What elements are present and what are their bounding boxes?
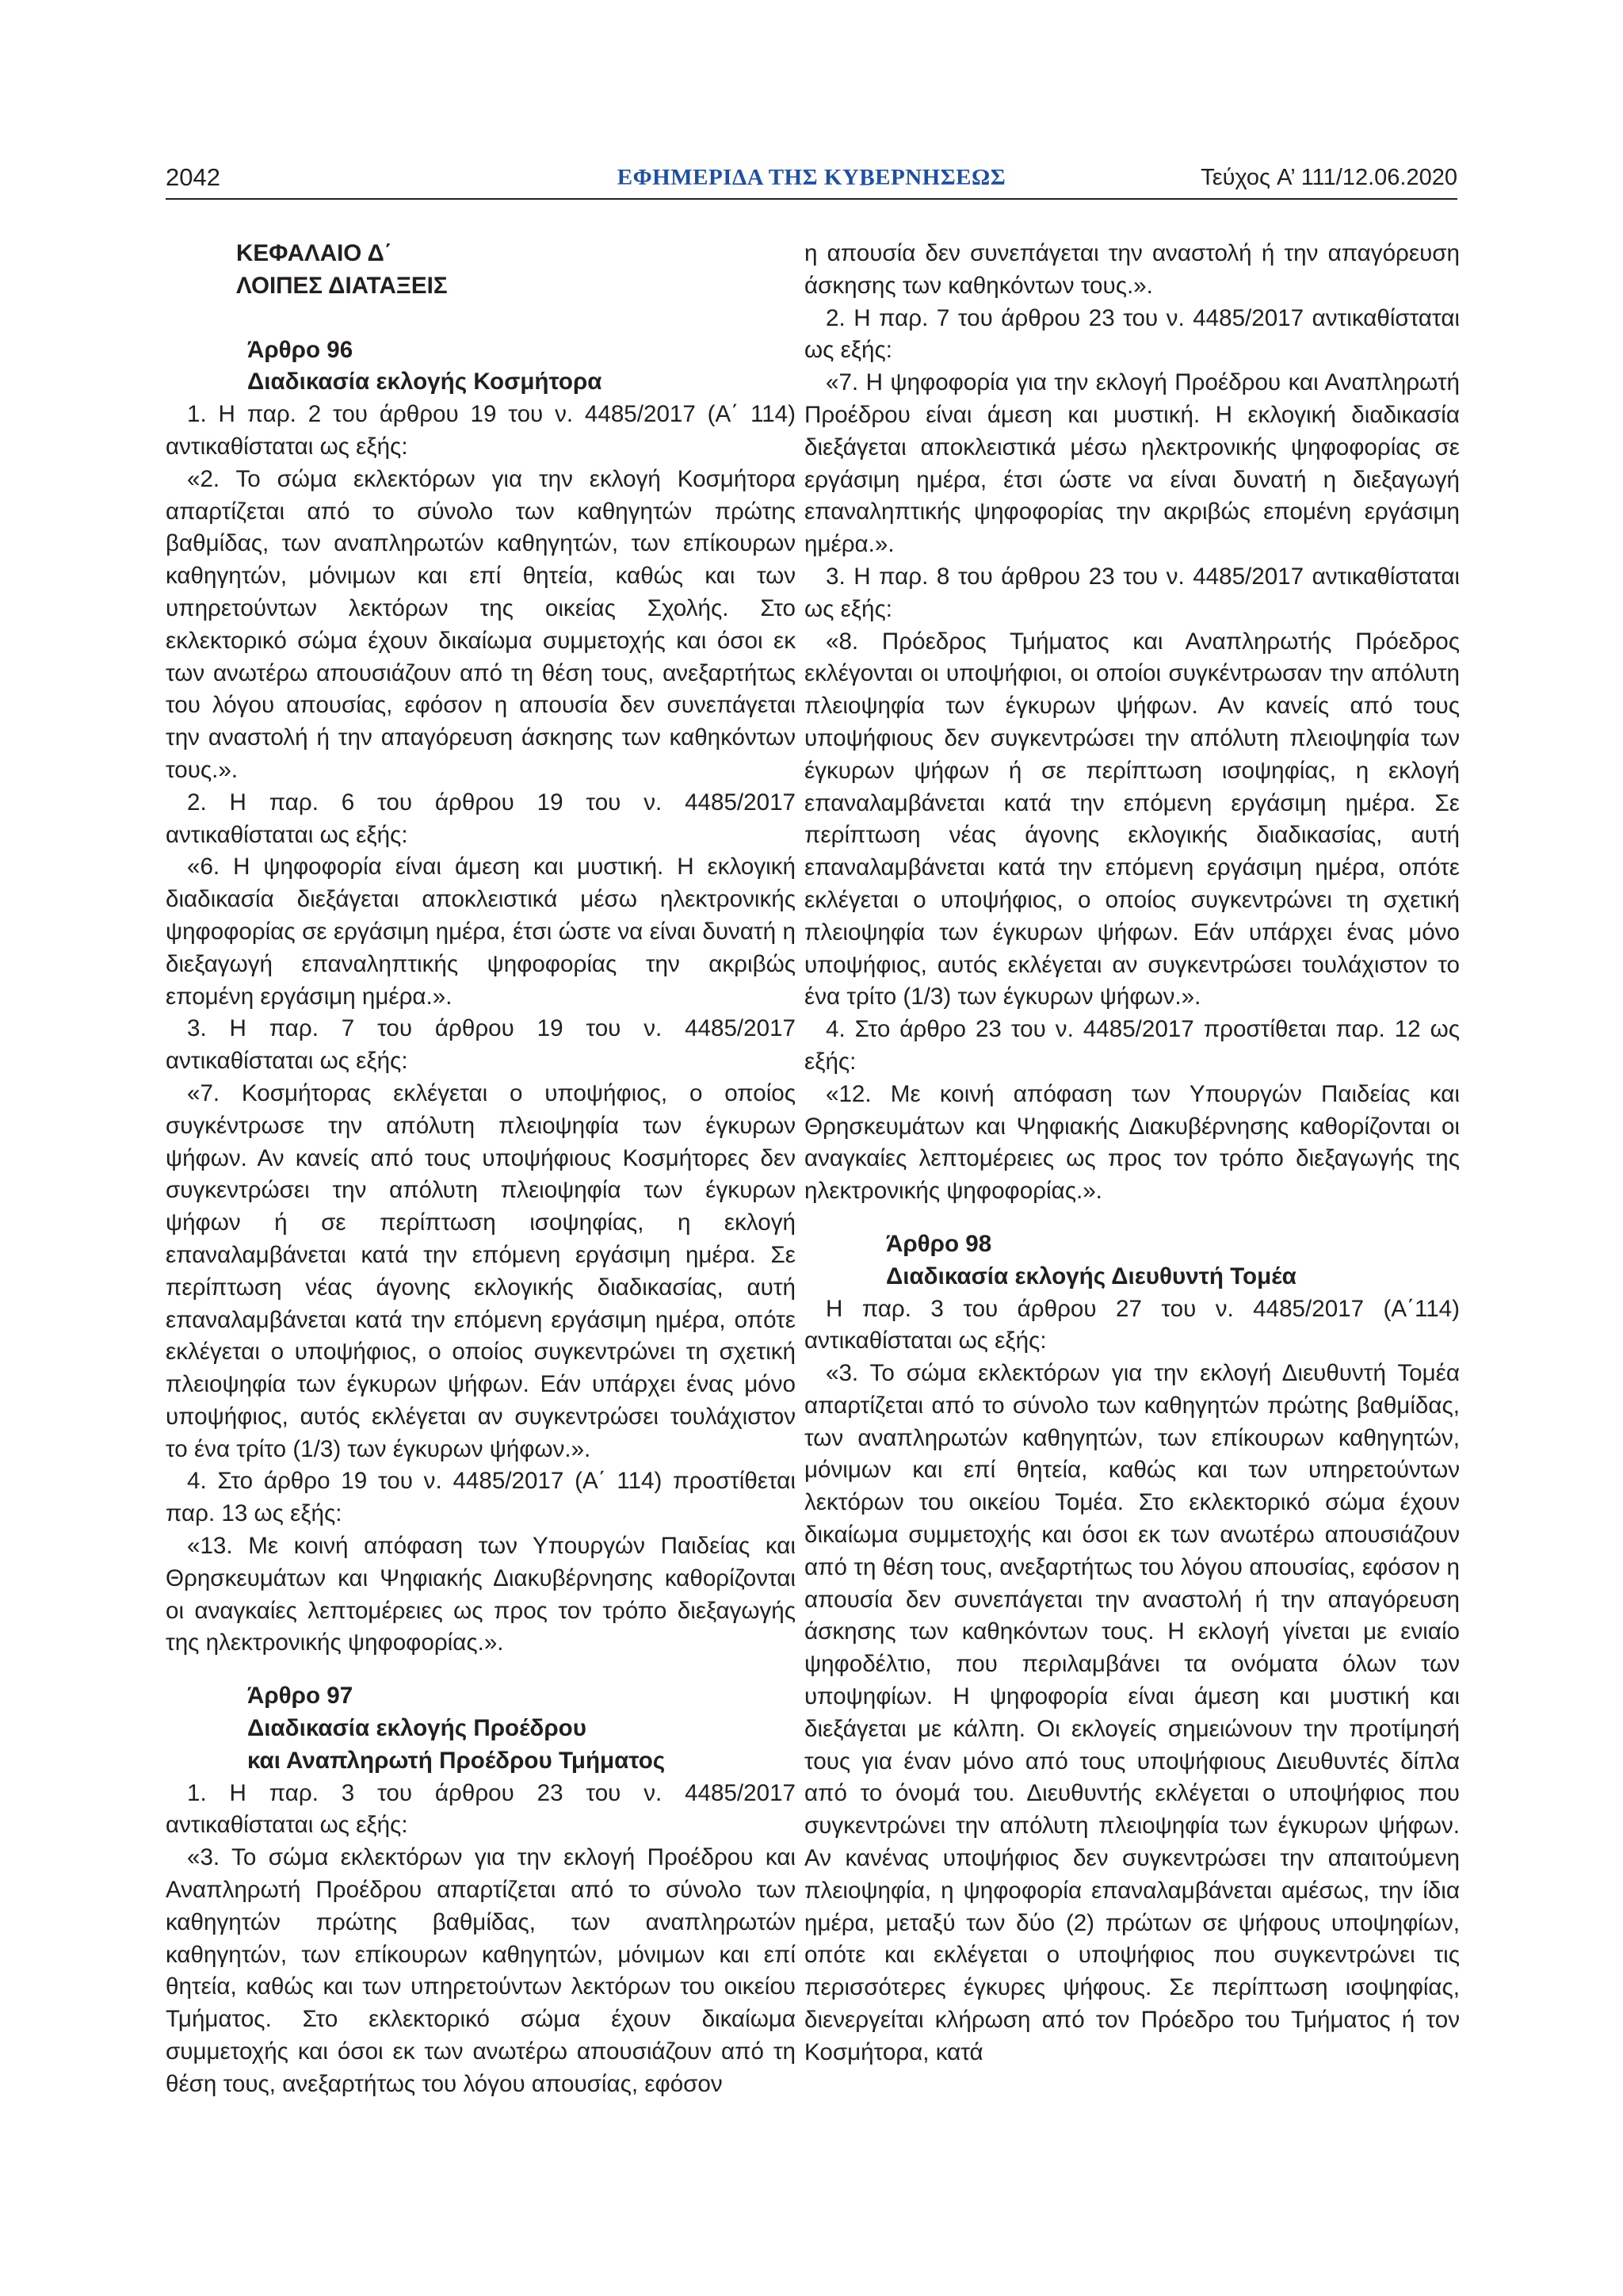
right-column: [804, 238, 1460, 2069]
paragraph: 2. Η παρ. 6 του άρθρου 19 του ν. 4485/2017 αντικαθίσταται ως εξής:: [166, 789, 796, 848]
paragraph: 4. Στο άρθρο 23 του ν. 4485/2017 προστίθεται παρ. 12 ως εξής:: [804, 1016, 1460, 1075]
chapter-number: ΚΕΦΑΛΑΙΟ Δ΄: [236, 240, 392, 266]
spacer: [166, 303, 796, 334]
paragraph: 1. Η παρ. 3 του άρθρου 23 του ν. 4485/2017 αντικαθίσταται ως εξής:: [166, 1779, 796, 1839]
paragraph: «3. Το σώμα εκλεκτόρων για την εκλογή Διευθυντή Τομέα απαρτίζεται από το σύνολο των καθηγητών πρώτης βαθμίδας, των αναπληρωτών καθηγητών, των επίκουρων καθηγητών, μόνιμων και επί θητεία, καθώς και των υπηρετούντων λεκτόρων του οικείου Τομέα. Στο εκλεκτορικό σώμα έχουν δικαίωμα συμμετοχής και όσοι εκ των ανωτέρω απουσιάζουν από τη θέση τους, ανεξαρτήτως του λόγου απουσίας, εφόσον η απουσία δεν συνεπάγεται την αναστολή ή την απαγόρευση άσκησης των καθηκόντων τους. Η εκλογή γίνεται με ενιαίο ψηφοδέλτιο, που περιλαμβάνει τα ονόματα όλων των υποψηφίων. Η ψηφοφορία είναι άμεση και μυστική και διεξάγεται με κάλπη. Οι εκλογείς σημειώνουν την προτίμησή τους για έναν μόνο από τους υποψήφιους Διευθυντές δίπλα από το όνομά του. Διευθυντής εκλέγεται ο υποψήφιος που συγκεντρώνει την απόλυτη πλειοψηφία των έγκυρων ψήφων. Αν κανένας υποψήφιος δεν συγκεντρώσει την απαιτούμενη πλειοψηφία, η ψηφοφορία επαναλαμβάνεται αμέσως, την ίδια ημέρα, μεταξύ των δύο (2) πρώτων σε ψήφους υποψηφίων, οπότε και εκλέγεται ο υποψήφιος που συγκεντρώνει τις περισσότερες έγκυρες ψήφους. Σε περίπτωση ισοψηφίας, διενεργείται κλήρωση από τον Πρόεδρο του Τμήματος ή τον Κοσμήτορα, κατά: [804, 1360, 1460, 2065]
paragraph: «3. Το σώμα εκλεκτόρων για την εκλογή Προέδρου και Αναπληρωτή Προέδρου απαρτίζεται από το σύνολο των καθηγητών πρώτης βαθμίδας, των αναπληρωτών καθηγητών, των επίκουρων καθηγητών, μόνιμων και επί θητεία, καθώς και των υπηρετούντων λεκτόρων του οικείου Τμήματος. Στο εκλεκτορικό σώμα έχουν δικαίωμα συμμετοχής και όσοι εκ των ανωτέρω απουσιάζουν από τη θέση τους, ανεξαρτήτως του λόγου απουσίας, εφόσον: [166, 1844, 796, 2097]
page-header: [166, 162, 1457, 201]
article-97-number: Άρθρο 97: [247, 1683, 353, 1710]
paragraph: 1. Η παρ. 2 του άρθρου 19 του ν. 4485/2017 (A΄ 114) αντικαθίσταται ως εξής:: [166, 401, 796, 460]
article-97-title-line-1: Διαδικασία εκλογής Προέδρου: [247, 1715, 586, 1742]
gazette-title: ΕΦΗΜΕΡΙΔΑ ΤΗΣ ΚΥΒΕΡΝΗΣΕΩΣ: [617, 165, 1006, 190]
article-98-number: Άρθρο 98: [886, 1230, 992, 1257]
paragraph: 4. Στο άρθρο 19 του ν. 4485/2017 (A΄ 114) προστίθεται παρ. 13 ως εξής:: [166, 1468, 796, 1527]
article-98-title: Διαδικασία εκλογής Διευθυντή Τομέα: [886, 1263, 1296, 1289]
page-number: 2042: [166, 163, 220, 191]
paragraph: «2. Το σώμα εκλεκτόρων για την εκλογή Κοσμήτορα απαρτίζεται από το σύνολο των καθηγητών πρώτης βαθμίδας, των αναπληρωτών καθηγητών, των επίκουρων καθηγητών, μόνιμων και επί θητεία, καθώς και των υπηρετούντων λεκτόρων της οικείας Σχολής. Στο εκλεκτορικό σώμα έχουν δικαίωμα συμμετοχής και όσοι εκ των ανωτέρω απουσιάζουν από τη θέση τους, ανεξαρτήτως του λόγου απουσίας, εφόσον η απουσία δεν συνεπάγεται την αναστολή ή την απαγόρευση άσκησης των καθηκόντων τους.».: [166, 465, 796, 783]
paragraph: Η παρ. 3 του άρθρου 27 του ν. 4485/2017 (A΄114) αντικαθίσταται ως εξής:: [804, 1295, 1460, 1354]
paragraph: «7. Η ψηφοφορία για την εκλογή Προέδρου και Αναπληρωτή Προέδρου είναι άμεση και μυστική. Η εκλογική διαδικασία διεξάγεται αποκλειστικά μέσω ηλεκτρονικής ψηφοφορίας σε εργάσιμη ημέρα, έτσι ώστε να είναι δυνατή η διεξαγωγή επαναληπτικής ψηφοφορίας την ακριβώς επομένη εργάσιμη ημέρα.».: [804, 369, 1460, 558]
article-96-number: Άρθρο 96: [247, 336, 353, 363]
paragraph: «13. Με κοινή απόφαση των Υπουργών Παιδείας και Θρησκευμάτων και Ψηφιακής Διακυβέρνησης καθορίζονται οι αναγκαίες λεπτομέρειες ως προς τον τρόπο διεξαγωγής της ηλεκτρονικής ψηφοφορίας.».: [166, 1533, 796, 1656]
paragraph: «6. Η ψηφοφορία είναι άμεση και μυστική. Η εκλογική διαδικασία διεξάγεται αποκλειστικά μέσω ηλεκτρονικής ψηφοφορίας σε εργάσιμη ημέρα, έτσι ώστε να είναι δυνατή η διεξαγωγή επαναληπτικής ψηφοφορίας την ακριβώς επομένη εργάσιμη ημέρα.».: [166, 854, 796, 1010]
header-rule: [166, 198, 1457, 200]
article-97-title-line-2: και Αναπληρωτή Προέδρου Τμήματος: [247, 1747, 666, 1774]
paragraph: «8. Πρόεδρος Τμήματος και Αναπληρωτής Πρόεδρος εκλέγονται οι υποψήφιοι, οι οποίοι συγκέντρωσαν την απόλυτη πλειοψηφία των έγκυρων ψήφων. Αν κανείς από τους υποψήφιους δεν συγκεντρώσει την απόλυτη πλειοψηφία των έγκυρων ψήφων ή σε περίπτωση ισοψηφίας, η εκλογή επαναλαμβάνεται κατά την επόμενη εργάσιμη ημέρα. Σε περίπτωση νέας άγονης εκλογικής διαδικασίας, αυτή επαναλαμβάνεται κατά την επόμενη εργάσιμη ημέρα, οπότε εκλέγεται ο υποψήφιος, ο οποίος συγκεντρώνει τη σχετική πλειοψηφία των έγκυρων ψήφων. Εάν υπάρχει ένας μόνο υποψήφιος, αυτός εκλέγεται αν συγκεντρώσει τουλάχιστον το ένα τρίτο (1/3) των έγκυρων ψήφων.».: [804, 628, 1460, 1010]
paragraph: 2. Η παρ. 7 του άρθρου 23 του ν. 4485/2017 αντικαθίσταται ως εξής:: [804, 304, 1460, 364]
article-96-title: Διαδικασία εκλογής Κοσμήτορα: [247, 369, 602, 395]
issue-reference: Τεύχος A’ 111/12.06.2020: [1201, 165, 1457, 190]
paragraph: «7. Κοσμήτορας εκλέγεται ο υποψήφιος, ο οποίος συγκέντρωσε την απόλυτη πλειοψηφία των έγκυρων ψήφων. Αν κανείς από τους υποψήφιους Κοσμήτορες δεν συγκεντρώσει την απόλυτη πλειοψηφία των έγκυρων ψήφων ή σε περίπτωση ισοψηφίας, η εκλογή επαναλαμβάνεται κατά την επόμενη εργάσιμη ημέρα. Σε περίπτωση νέας άγονης εκλογικής διαδικασίας, αυτή επαναλαμβάνεται κατά την επόμενη εργάσιμη ημέρα, οπότε εκλέγεται ο υποψήφιος, ο οποίος συγκεντρώνει τη σχετική πλειοψηφία των έγκυρων ψήφων. Εάν υπάρχει ένας μόνο υποψήφιος, αυτός εκλέγεται αν συγκεντρώσει τουλάχιστον το ένα τρίτο (1/3) των έγκυρων ψήφων.».: [166, 1079, 796, 1462]
paragraph-continuation: η απουσία δεν συνεπάγεται την αναστολή ή την απαγόρευση άσκησης των καθηκόντων τους.».: [804, 240, 1460, 299]
paragraph: 3. Η παρ. 8 του άρθρου 23 του ν. 4485/2017 αντικαθίσταται ως εξής:: [804, 563, 1460, 622]
left-column: [166, 238, 796, 2101]
chapter-title: ΛΟΙΠΕΣ ΔΙΑΤΑΞΕΙΣ: [236, 272, 448, 299]
spacer: [804, 1208, 1460, 1228]
paragraph: 3. Η παρ. 7 του άρθρου 19 του ν. 4485/2017 αντικαθίσταται ως εξής:: [166, 1015, 796, 1075]
spacer: [166, 1660, 796, 1680]
paragraph: «12. Με κοινή απόφαση των Υπουργών Παιδείας και Θρησκευμάτων και Ψηφιακής Διακυβέρνησης καθορίζονται οι αναγκαίες λεπτομέρειες ως προς τον τρόπο διεξαγωγής της ηλεκτρονικής ψηφοφορίας.».: [804, 1080, 1460, 1205]
